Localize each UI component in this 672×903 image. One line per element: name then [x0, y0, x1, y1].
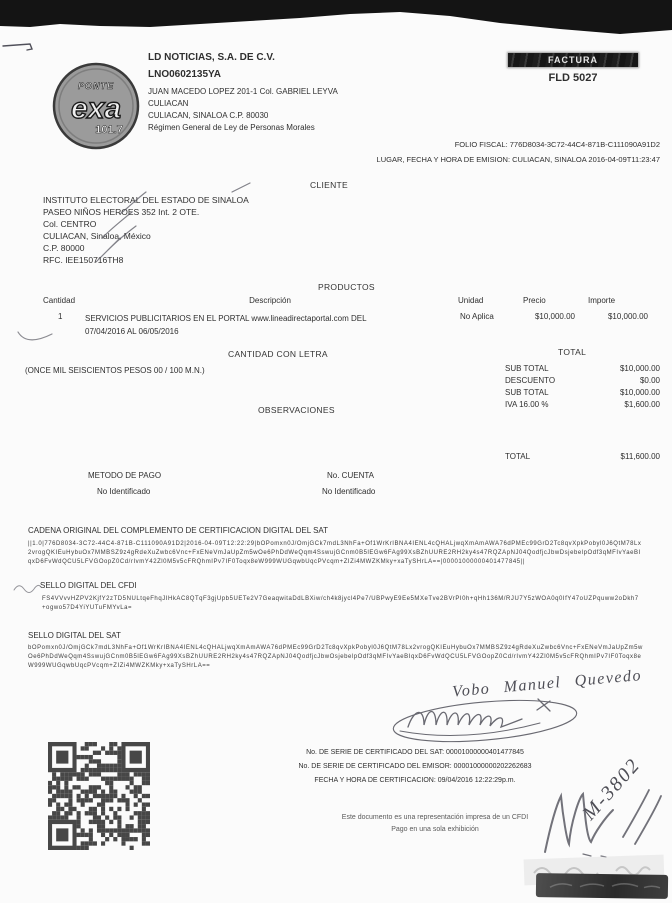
- total-row-label: DESCUENTO: [505, 376, 556, 385]
- observaciones-title: OBSERVACIONES: [258, 405, 335, 415]
- total-row-value: $0.00: [639, 376, 660, 385]
- totales-title: TOTAL: [558, 347, 587, 357]
- emisor-address3: CULIACAN, SINALOA C.P. 80030: [148, 111, 269, 120]
- folio-fiscal-value: 776D8034-3C72-44C4-871B-C111090A91D2: [509, 140, 660, 149]
- serie-sat-line: No. DE SERIE DE CERTIFICADO DEL SAT: 00001000000401477845: [306, 749, 524, 756]
- cliente-nombre: INSTITUTO ELECTORAL DEL ESTADO DE SINALOA: [43, 195, 249, 205]
- total-row-value: $10,000.00: [619, 364, 660, 373]
- cantidad-letra-title: CANTIDAD CON LETRA: [228, 349, 328, 359]
- cell-unidad: No Aplica: [460, 312, 494, 321]
- productos-section-title: PRODUCTOS: [318, 282, 375, 292]
- col-unidad: Unidad: [458, 296, 484, 305]
- factura-label: FACTURA: [508, 53, 638, 67]
- cliente-cp: C.P. 80000: [43, 243, 85, 253]
- folio-fiscal-line: [260, 140, 660, 149]
- signature: [390, 695, 610, 743]
- paperclip-mark: [0, 38, 40, 54]
- pen-squiggle-mark: [12, 582, 42, 594]
- col-precio: Precio: [523, 296, 546, 305]
- fecha-cert-line: FECHA Y HORA DE CERTIFICACION: 09/04/2016 12:22:29p.m.: [314, 777, 516, 784]
- scan-dark-patch: [536, 873, 668, 899]
- emisor-rfc: LNO0602135YA: [148, 69, 222, 80]
- cliente-colonia: Col. CENTRO: [43, 219, 97, 229]
- pen-curve-mark: [16, 328, 60, 344]
- folio-fiscal-label: FOLIO FISCAL:: [454, 140, 508, 149]
- exa-radio-logo: [52, 62, 140, 150]
- col-cantidad: Cantidad: [43, 296, 76, 305]
- total-row-label: IVA 16.00 %: [505, 400, 549, 409]
- grand-total-value: $11,600.00: [620, 452, 660, 461]
- grand-total-label: TOTAL: [505, 452, 531, 461]
- cadena-title: CADENA ORIGINAL DEL COMPLEMENTO DE CERTIFICACION DIGITAL DEL SAT: [28, 526, 329, 535]
- emisor-address1: JUAN MACEDO LOPEZ 201-1 Col. GABRIEL LEYVA: [148, 87, 338, 96]
- cell-descripcion: SERVICIOS PUBLICITARIOS EN EL PORTAL www.lineadirectaportal.com DEL 07/04/2016 AL 06/05/2016: [85, 314, 367, 336]
- serie-emisor-line: No. DE SERIE DE CERTIFICADO DEL EMISOR: 00001000000202262683: [298, 763, 532, 770]
- emisor-regimen: Régimen General de Ley de Personas Morales: [148, 123, 315, 132]
- metodo-pago-title: METODO DE PAGO: [88, 471, 162, 480]
- sello-sat-title: SELLO DIGITAL DEL SAT: [28, 631, 121, 640]
- sello-cfdi-text: FS4VVvvHZPV2KjfY2zTD5NULtqeFhqJIHkAC8QTqF3gjUpb5UETe2V7GeaqwitaDdLBXiw/ch4k8jycl4Pe7/UBPwyE9Ee5MXeTve2BVrPI0h+qHh136M/RJU7Y5zWOA0q0IfY47oUZPquww2oDkh7+ogwo57D4YiYUTuFMYvLa=: [42, 596, 639, 611]
- col-importe: Importe: [588, 296, 616, 305]
- qr-code: [48, 742, 150, 850]
- cantidad-letra-texto: (ONCE MIL SEISCIENTOS PESOS 00 / 100 M.N.): [25, 366, 205, 375]
- total-row-value: $10,000.00: [619, 388, 660, 397]
- logo-tagline: PONTE: [77, 81, 115, 91]
- total-row-value: $1,600.00: [624, 400, 660, 409]
- emision-line: [240, 155, 660, 164]
- cliente-section-title: CLIENTE: [310, 180, 348, 190]
- logo-frequency: 101.7: [95, 124, 123, 136]
- cell-importe: $10,000.00: [607, 312, 648, 321]
- logo-brand: exa: [70, 92, 122, 125]
- handwritten-vobo-note: Vobo Manuel Quevedo: [451, 667, 643, 701]
- dark-patch-marks: [536, 873, 668, 899]
- scan-torn-edge: [0, 0, 672, 40]
- metodo-pago-value: No Identificado: [97, 487, 151, 496]
- cuenta-title: No. CUENTA: [327, 471, 374, 480]
- total-row-label: SUB TOTAL: [505, 388, 549, 397]
- sello-cfdi-title: SELLO DIGITAL DEL CFDI: [40, 581, 137, 590]
- emisor-address2: CULIACAN: [148, 99, 189, 108]
- emisor-name: LD NOTICIAS, S.A. DE C.V.: [148, 52, 275, 63]
- cell-cantidad: 1: [58, 312, 63, 321]
- handwritten-code-note: M-3802: [578, 753, 645, 825]
- emision-label: LUGAR, FECHA Y HORA DE EMISION:: [376, 155, 511, 164]
- folio-number: FLD 5027: [548, 72, 598, 84]
- cell-precio: $10,000.00: [534, 312, 575, 321]
- col-descripcion: Descripción: [249, 296, 291, 305]
- cuenta-value: No Identificado: [322, 487, 376, 496]
- cliente-rfc: RFC. IEE150716TH8: [43, 255, 124, 265]
- cadena-text: ||1.0|776D8034-3C72-44C4-871B-C111090A91D2|2016-04-09T12:22:29|bOPomxn0J/OmjGCk7mdL3NhFa+Of1WrKrIBNA4IENL4cQHALjwqXmAmAWA76dPMEc99GrD2Tc8qvXpkPobyl0J6QtM78Lx2vrogQKIEuHybuOx7MMBSZ9z4gRdeXuZwbc6Vnc+FxENeVmJaUpZm5wOe6PhDdWeQqm4SswujGCnm0B5lEGw6FAg99XsBZhUURE2RH2ky4s47RQZApNJ04QodfjcJbwDsjebelpOdf3qMFIvYaeBIqxD6FvWdQCU5LFVGOopZ0Cd/rIvmY42Zl0M5v5cFRQhmIPv7IF0Toqx8eW999WUGqwbUqcPVcqm+ZIZi4MWZKMky+xaTySHrLA==|00001000000401477845||: [28, 541, 642, 565]
- cliente-ciudad: CULIACAN, Sinaloa, México: [43, 231, 151, 241]
- footer-line1: Este documento es una representación impresa de un CFDI: [341, 814, 529, 821]
- pen-checkmarks: [80, 182, 380, 272]
- emision-value: CULIACAN, SINALOA 2016-04-09T11:23:47: [512, 155, 660, 164]
- sello-sat-text: bOPomxn0J/OmjGCk7mdL3NhFa+Of1WrKrIBNA4IENL4cQHALjwqXmAmAWA76dPMEc99GrD2Tc8qvXpkPobyl0J6QtM78Lx2vrogQKIEuHybuOx7MMBSZ9z4gRdeXuZwbc6Vnc+FxENeVmJaUpZm5wOe6PhDdWeQqm4SswujGCnm0B5lEGw6FAg99XsBZhUURE2RH2ky4s47RQZApNJ04QodfjcJbwOsjebelpOdf3qMFIvYaeBIqxD6FvWdQCU5LFVGOopZ0Cd/rIvmY42Zl0M5v5cFRQhmIPv7IF0Toqx8eW999WUGqwbUqcPVcqm+ZIZi4MWZKMky+xaTySHrLA==: [28, 645, 643, 669]
- total-row-label: SUB TOTAL: [505, 364, 549, 373]
- footer-line2: Pago en una sola exhibición: [391, 826, 479, 833]
- cliente-calle: PASEO NIÑOS HEROES 352 Int. 2 OTE.: [43, 207, 200, 217]
